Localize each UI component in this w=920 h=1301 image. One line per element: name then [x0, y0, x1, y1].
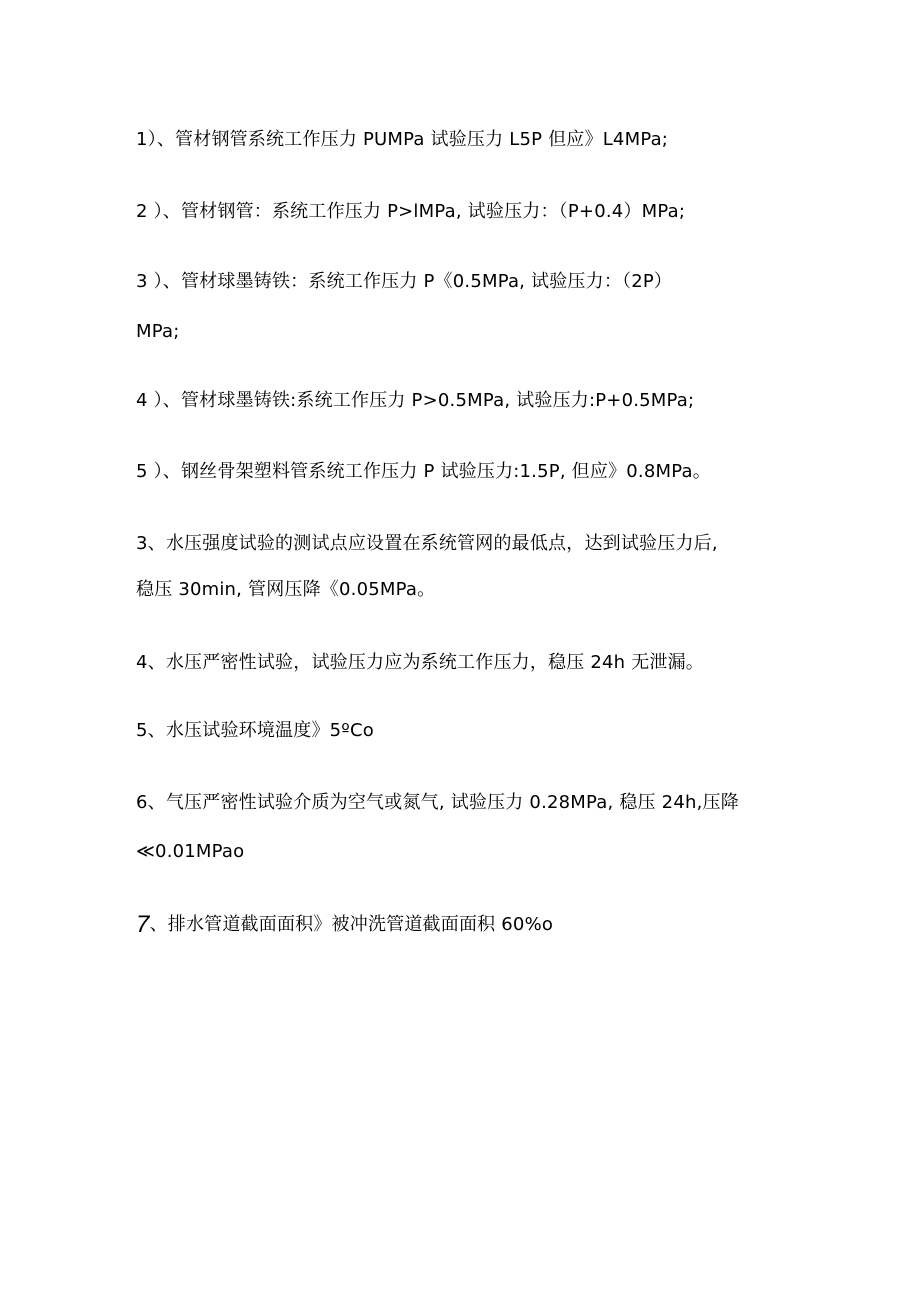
item-ambient-temperature: 5、水压试验环境温度》5ºCo: [136, 720, 374, 741]
item-steel-pipe-low: 1）、管材钢管系统工作压力 PUMPa 试验压力 L5P 但应》L4MPa;: [136, 129, 669, 150]
item-air-tightness-test: 6、气压严密性试验介质为空气或氮气, 试验压力 0.28MPa, 稳压 24h,压降: [136, 792, 739, 813]
item-strength-test-cont: 稳压 30min, 管网压降《0.05MPa。: [136, 579, 436, 600]
item-number: 7: [136, 911, 150, 938]
item-text: 、排水管道截面面积》被冲洗管道截面面积 60%o: [149, 914, 554, 935]
item-ductile-iron-low: 3 ）、管材球墨铸铁：系统工作压力 P《0.5MPa, 试验压力：（2P）: [136, 271, 673, 292]
item-steel-wire-plastic-pipe: 5 ）、钢丝骨架塑料管系统工作压力 P 试验压力:1.5P, 但应》0.8MPa。: [136, 461, 711, 482]
item-steel-pipe-high: 2 ）、管材钢管：系统工作压力 P>lMPa, 试验压力：（P+0.4）MPa;: [136, 201, 686, 222]
item-strength-test: 3、水压强度试验的测试点应设置在系统管网的最低点，达到试验压力后,: [136, 533, 718, 554]
item-drain-pipe-area: [136, 913, 816, 937]
item-ductile-iron-low-cont: MPa;: [136, 321, 180, 342]
item-tightness-test: 4、水压严密性试验，试验压力应为系统工作压力，稳压 24h 无泄漏。: [136, 652, 705, 673]
item-ductile-iron-high: 4 ）、管材球墨铸铁:系统工作压力 P>0.5MPa, 试验压力:P+0.5MPa;: [136, 390, 695, 411]
item-air-tightness-test-cont: ≪0.01MPao: [136, 841, 245, 862]
